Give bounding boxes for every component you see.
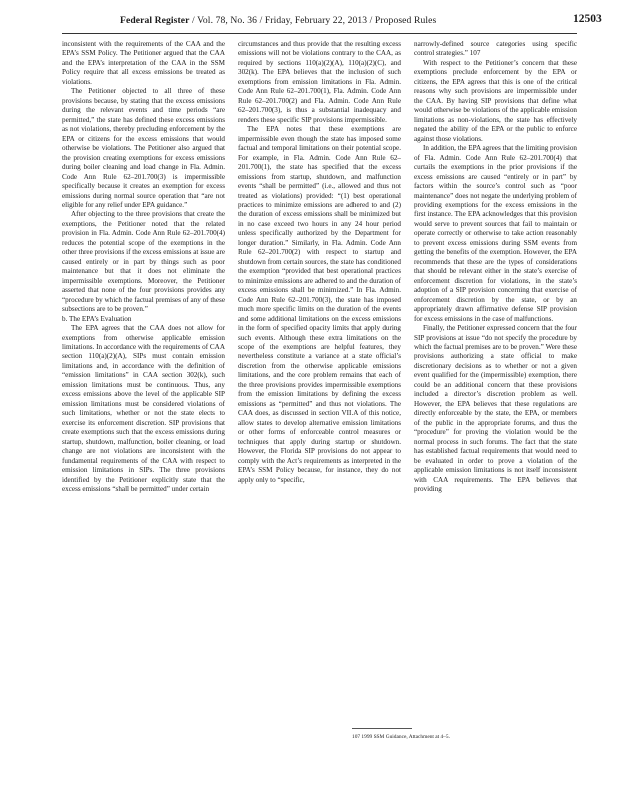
footnote-rule — [352, 728, 412, 729]
publication-name: Federal Register — [120, 15, 190, 26]
paragraph: After objecting to the three provisions that create the exemptions, the Petitioner noted that the related provision in Fla. Admin. Code Ann Rule 62–201.700(4) reduces the potential scope of the exemptions in the other three provisions if the excess emissions at issue are caused entirely or in part by things such as poor maintenance but that it does not eliminate the impermissible exemptions. Moreover, the Petitioner asserted that none of the four provisions provides any “procedure by which the factual premises of any of these subsections are to be proven.” — [62, 210, 225, 314]
paragraph: Finally, the Petitioner expressed concern that the four SIP provisions at issue “do not specify the procedure by which the factual premises are to be proven.” Were these provisions authorizing a state official to make discretionary decisions as to whether or not a given event qualified for the (impermissible) exemption, there could be an additional concern that these provisions included a director’s discretion problem as well. However, the EPA believes that these regulations are directly enforceable by the state, the EPA, or members of the public in the appropriate forums, and thus the “procedure” for proving the violation would be the normal process in such forums. The fact that the state has established factual requirements that would need to be evaluated in order to prove a violation of the applicable emission limitations is not itself inconsistent with CAA requirements. The EPA believes that providing — [414, 324, 577, 494]
header-citation — [120, 15, 436, 26]
paragraph: The Petitioner objected to all three of these provisions because, by stating that the excess emissions during the relevant events and time periods “are permitted,” the state has defined these excess emissions as not violations, thereby precluding enforcement by the EPA or citizens for the excess emissions that would otherwise be violations. The Petitioner also argued that the provision creating exemptions for excess emissions during boiler cleaning and load change in Fla. Admin. Code Ann Rule 62–201.700(3) is impermissible specifically because it creates an exemption for excess emissions during normal source operation that “are not eligible for any relief under EPA guidance.” — [62, 87, 225, 209]
section-heading: b. The EPA’s Evaluation — [62, 314, 132, 323]
issue-details: / Vol. 78, No. 36 / Friday, February 22, 2013 / Proposed Rules — [192, 15, 437, 26]
page-header — [0, 0, 618, 40]
footnote: 107 1999 SSM Guidance, Attachment at 4–5. — [352, 734, 450, 740]
paragraph: inconsistent with the requirements of the CAA and the EPA’s SSM Policy. The Petitioner argued that the CAA and the EPA’s interpretation of the CAA in the SSM Policy require that all excess emissions be treated as violations. — [62, 40, 225, 86]
page-number: 12503 — [573, 13, 602, 25]
paragraph: narrowly-defined source categories using specific control strategies.” 107 — [414, 40, 577, 58]
column-1 — [62, 40, 225, 495]
paragraph: With respect to the Petitioner’s concern that these exemptions preclude enforcement by the EPA or citizens, the EPA agrees that this is one of the critical reasons why such provisions are impermissible under the CAA. By having SIP provisions that define what would otherwise be violations of the applicable emission limitations as non-violations, the state has effectively negated the ability of the EPA or the public to enforce against those violations. — [414, 58, 577, 143]
header-rule — [62, 33, 577, 34]
paragraph: circumstances and thus provide that the resulting excess emissions will not be violations contrary to the CAA, as required by sections 110(a)(2)(A), 110(a)(2)(C), and 302(k). The EPA believes that the inclusion of such exemptions from emission limitations in Fla. Admin. Code Ann Rule 62–201.700(1), Fla. Admin. Code Ann Rule 62–201.700(2) and Fla. Admin. Code Ann Rule 62–201.700(3), is thus a substantial inadequacy and renders these specific SIP provisions impermissible. — [238, 40, 401, 124]
paragraph: The EPA agrees that the CAA does not allow for exemptions from otherwise applicable emission limitations. In accordance with the requirements of CAA section 110(a)(2)(A), SIPs must contain emission limitations and, in accordance with the definition of “emission limitations” in CAA section 302(k), such emission limitations must be continuous. Thus, any excess emissions above the level of the applicable SIP emission limitations must be considered violations of such limitations, whether or not the state elects to exercise its enforcement discretion. SIP provisions that create exemptions such that the excess emissions during startup, shutdown, malfunction, boiler cleaning, or load change are not violations are inconsistent with the fundamental requirements of the CAA with respect to emission limitations in SIPs. The three provisions identified by the Petitioner explicitly state that the excess emissions “shall be permitted” under certain — [62, 324, 225, 494]
column-3 — [414, 40, 577, 495]
text-columns — [62, 40, 577, 780]
paragraph: In addition, the EPA agrees that the limiting provision of Fla. Admin. Code Ann Rule 62–201.700(4) that curtails the exemptions in the prior provisions if the excess emissions are caused “entirely or in part” by factors within the source’s control such as “poor maintenance” does not negate the underlying problem of providing exemptions for the excess emissions in the first instance. The EPA acknowledges that this provision would serve to prevent sources that fail to maintain or operate correctly or otherwise to take action reasonably to prevent excess emissions during SSM events from getting the benefits of the exemption. However, the EPA recommends that these are the types of considerations that should be relevant either in the state’s exercise of enforcement discretion for violations, in the state’s adoption of a SIP provision concerning that exercise of enforcement discretion by the state, or by an appropriately drawn affirmative defense SIP provision for excess emissions in the case of malfunctions. — [414, 144, 577, 323]
column-2 — [238, 40, 401, 485]
paragraph: The EPA notes that these exemptions are impermissible even though the state has imposed some factual and temporal limitations on their potential scope. For example, in Fla. Admin. Code Ann Rule 62–201.700(1), the state has specified that the excess emissions from startup, shutdown, and malfunction events “shall be permitted” (i.e., allowed and thus not treated as violations) provided: “(1) best operational practices to minimize emissions are adhered to and (2) the duration of excess emissions shall be minimized but in no case exceed two hours in any 24 hour period unless specifically authorized by the Department for longer duration.” Similarly, in Fla. Admin. Code Ann Rule 62–201.700(2) with respect to startup and shutdown from certain sources, the state has conditioned the exemption “provided that best operational practices to minimize emissions are adhered to and the duration of excess emissions shall be minimized.” In Fla. Admin. Code Ann Rule 62–201.700(3), the state has imposed much more specific limits on the duration of the events and some additional limitations on the excess emissions in the form of specified opacity limits that apply during such events. Although these extra limitations on the scope of the exemptions are helpful features, they nevertheless constitute a variance at a state official’s discretion from the otherwise applicable emissions limitations, and the core problem remains that each of the three provisions provides impermissible exemptions from the emission limitations by defining the excess emissions as “permitted” and thus not violations. The CAA does, as discussed in section VII.A of this notice, allow states to develop alternative emission limitations or other forms of enforceable control measures or techniques that apply during startup or shutdown. However, the Florida SIP provisions do not appear to comply with the Act’s requirements as interpreted in the EPA’s SSM Policy because, for instance, they do not apply only to “specific, — [238, 125, 401, 484]
